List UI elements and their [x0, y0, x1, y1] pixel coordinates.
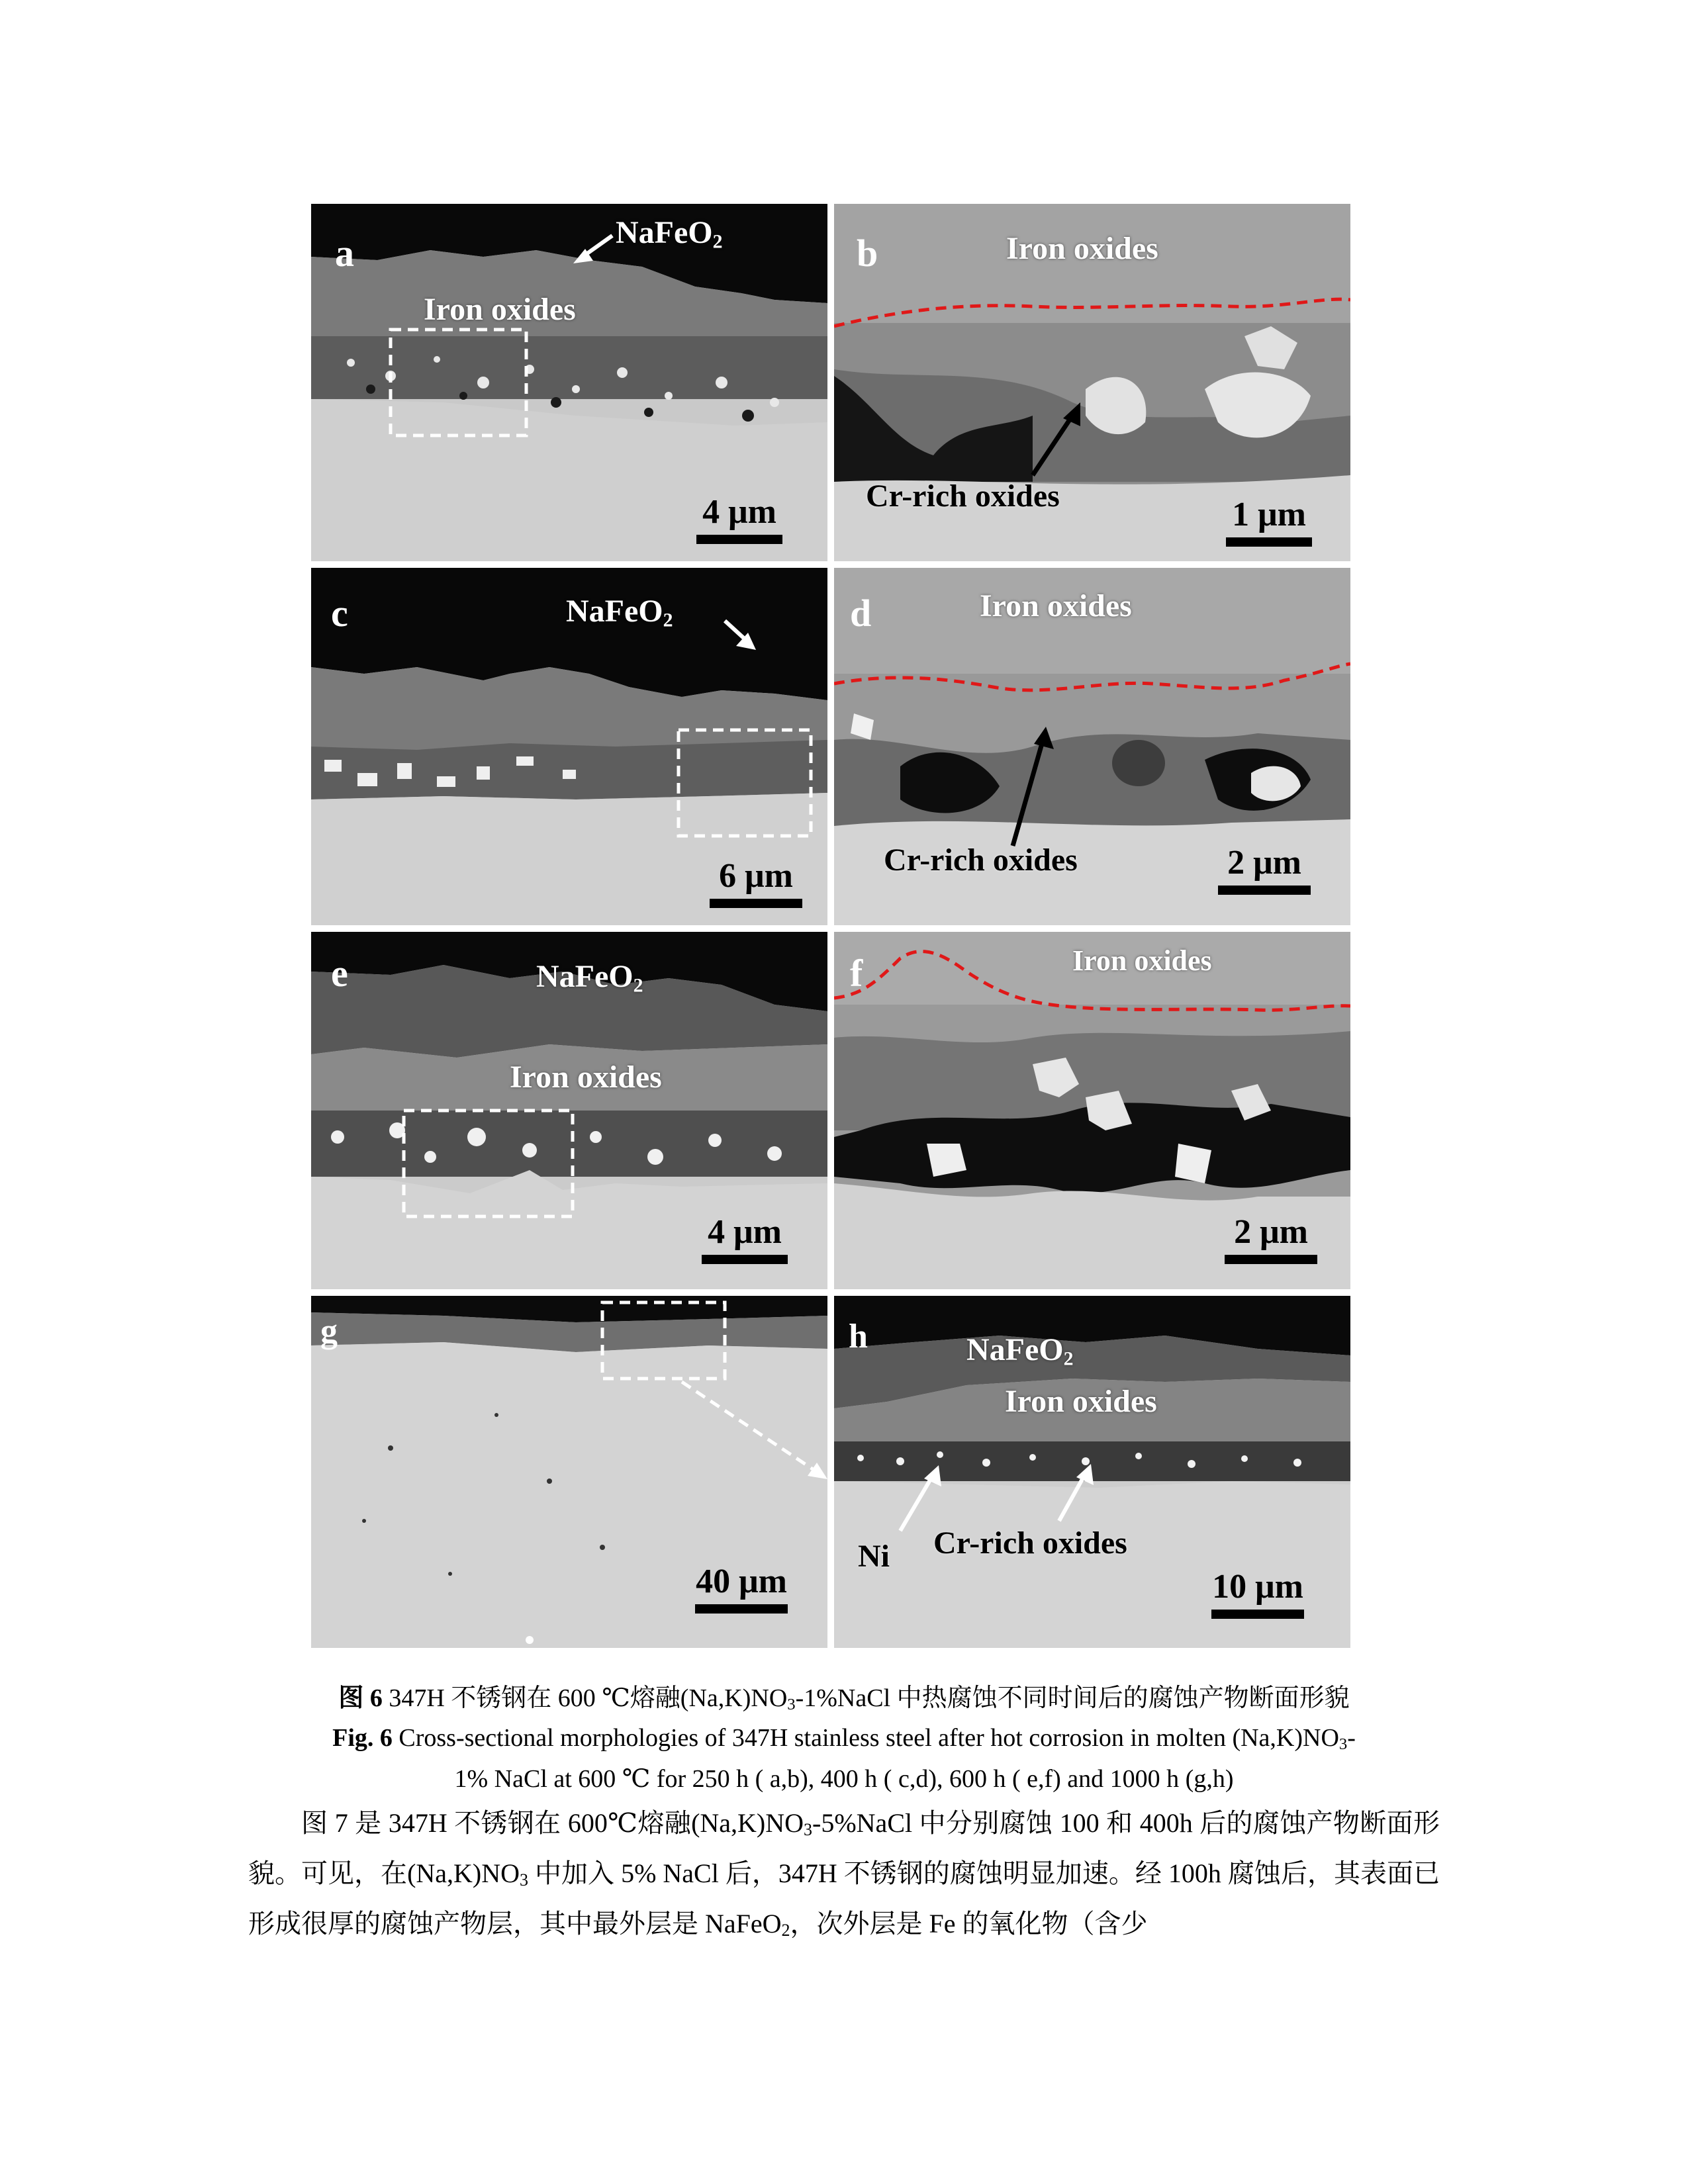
panel-label: e — [331, 952, 348, 995]
figure-6 — [311, 204, 1357, 1648]
iron-oxides-label: Iron oxides — [980, 588, 1132, 623]
panel-label: a — [335, 232, 354, 275]
caption-chinese: 图 6 347H 不锈钢在 600 ℃熔融$(Na,K)NO_3-1\%NaCl$ 中热腐蚀不同时间后的腐蚀产物断面形貌 — [338, 1684, 1350, 1713]
scale-bar-a: 4 μm — [696, 495, 782, 544]
iron-oxides-label: Iron oxides — [1006, 231, 1158, 266]
panel-label: f — [850, 952, 863, 995]
scale-bar-e: 4 μm — [702, 1215, 788, 1264]
ni-label: Ni — [858, 1539, 890, 1574]
panel-h — [834, 1296, 1350, 1648]
panel-label: c — [331, 592, 348, 635]
nafeo2-label: NaFeO$_2$ — [616, 215, 723, 253]
iron-oxides-label: Iron oxides — [424, 292, 576, 327]
nafeo2-label: NaFeO$_2$ — [566, 594, 673, 631]
iron-oxides-label: Iron oxides — [1072, 944, 1212, 977]
panel-label: h — [849, 1318, 868, 1355]
nafeo2-label: NaFeO$_2$ — [966, 1332, 1074, 1370]
panel-label: d — [850, 592, 872, 635]
iron-oxides-label: Iron oxides — [1005, 1384, 1157, 1419]
nafeo2-label: NaFeO$_2$ — [536, 959, 643, 997]
cr-rich-oxides-label: Cr-rich oxides — [933, 1525, 1127, 1561]
cr-rich-oxides-label: Cr-rich oxides — [866, 478, 1060, 514]
cr-rich-oxides-label: Cr-rich oxides — [884, 842, 1078, 878]
scale-bar-b: 1 μm — [1226, 498, 1312, 547]
panel-label: g — [320, 1312, 338, 1350]
iron-oxides-label: Iron oxides — [510, 1060, 662, 1095]
scale-bar-d: 2 μm — [1218, 846, 1311, 895]
panel-b — [834, 204, 1350, 561]
caption-english: Fig. 6 Cross-sectional morphologies of 347H stainless steel after hot corrosion in molten $(Na,K)NO_3-$ 1% NaCl at 600 ℃ for 250 h ( a,b), 400 h ( c,d), 600 h ( e,f) and 1000 h (g,h) — [332, 1724, 1356, 1793]
panel-label: b — [857, 232, 878, 275]
body-paragraph: 图 7 是 347H 不锈钢在 600℃熔融$(Na,K)NO_3-5\%NaCl$ 中分别腐蚀 100 和 400h 后的腐蚀产物断面形貌。可见，在$(Na,K)NO_3$ 中加入 5% NaCl 后，347H 不锈钢的腐蚀明显加速。经 100h 腐蚀后，其表面已形成很厚的腐蚀产物层，其中最外层是 NaFeO$_2$，次外层是 Fe 的氧化物（含少 — [248, 1808, 1440, 1940]
scale-bar-f: 2 μm — [1225, 1215, 1317, 1264]
panel-g — [311, 1296, 827, 1648]
scale-bar-g: 40 μm — [695, 1565, 788, 1614]
scale-bar-h: 10 μm — [1211, 1570, 1304, 1619]
panel-a — [311, 204, 827, 561]
panel-e — [311, 932, 827, 1289]
panel-c — [311, 568, 827, 925]
scale-bar-c: 6 μm — [710, 859, 802, 908]
panel-d — [834, 568, 1350, 925]
panel-f — [834, 932, 1350, 1289]
